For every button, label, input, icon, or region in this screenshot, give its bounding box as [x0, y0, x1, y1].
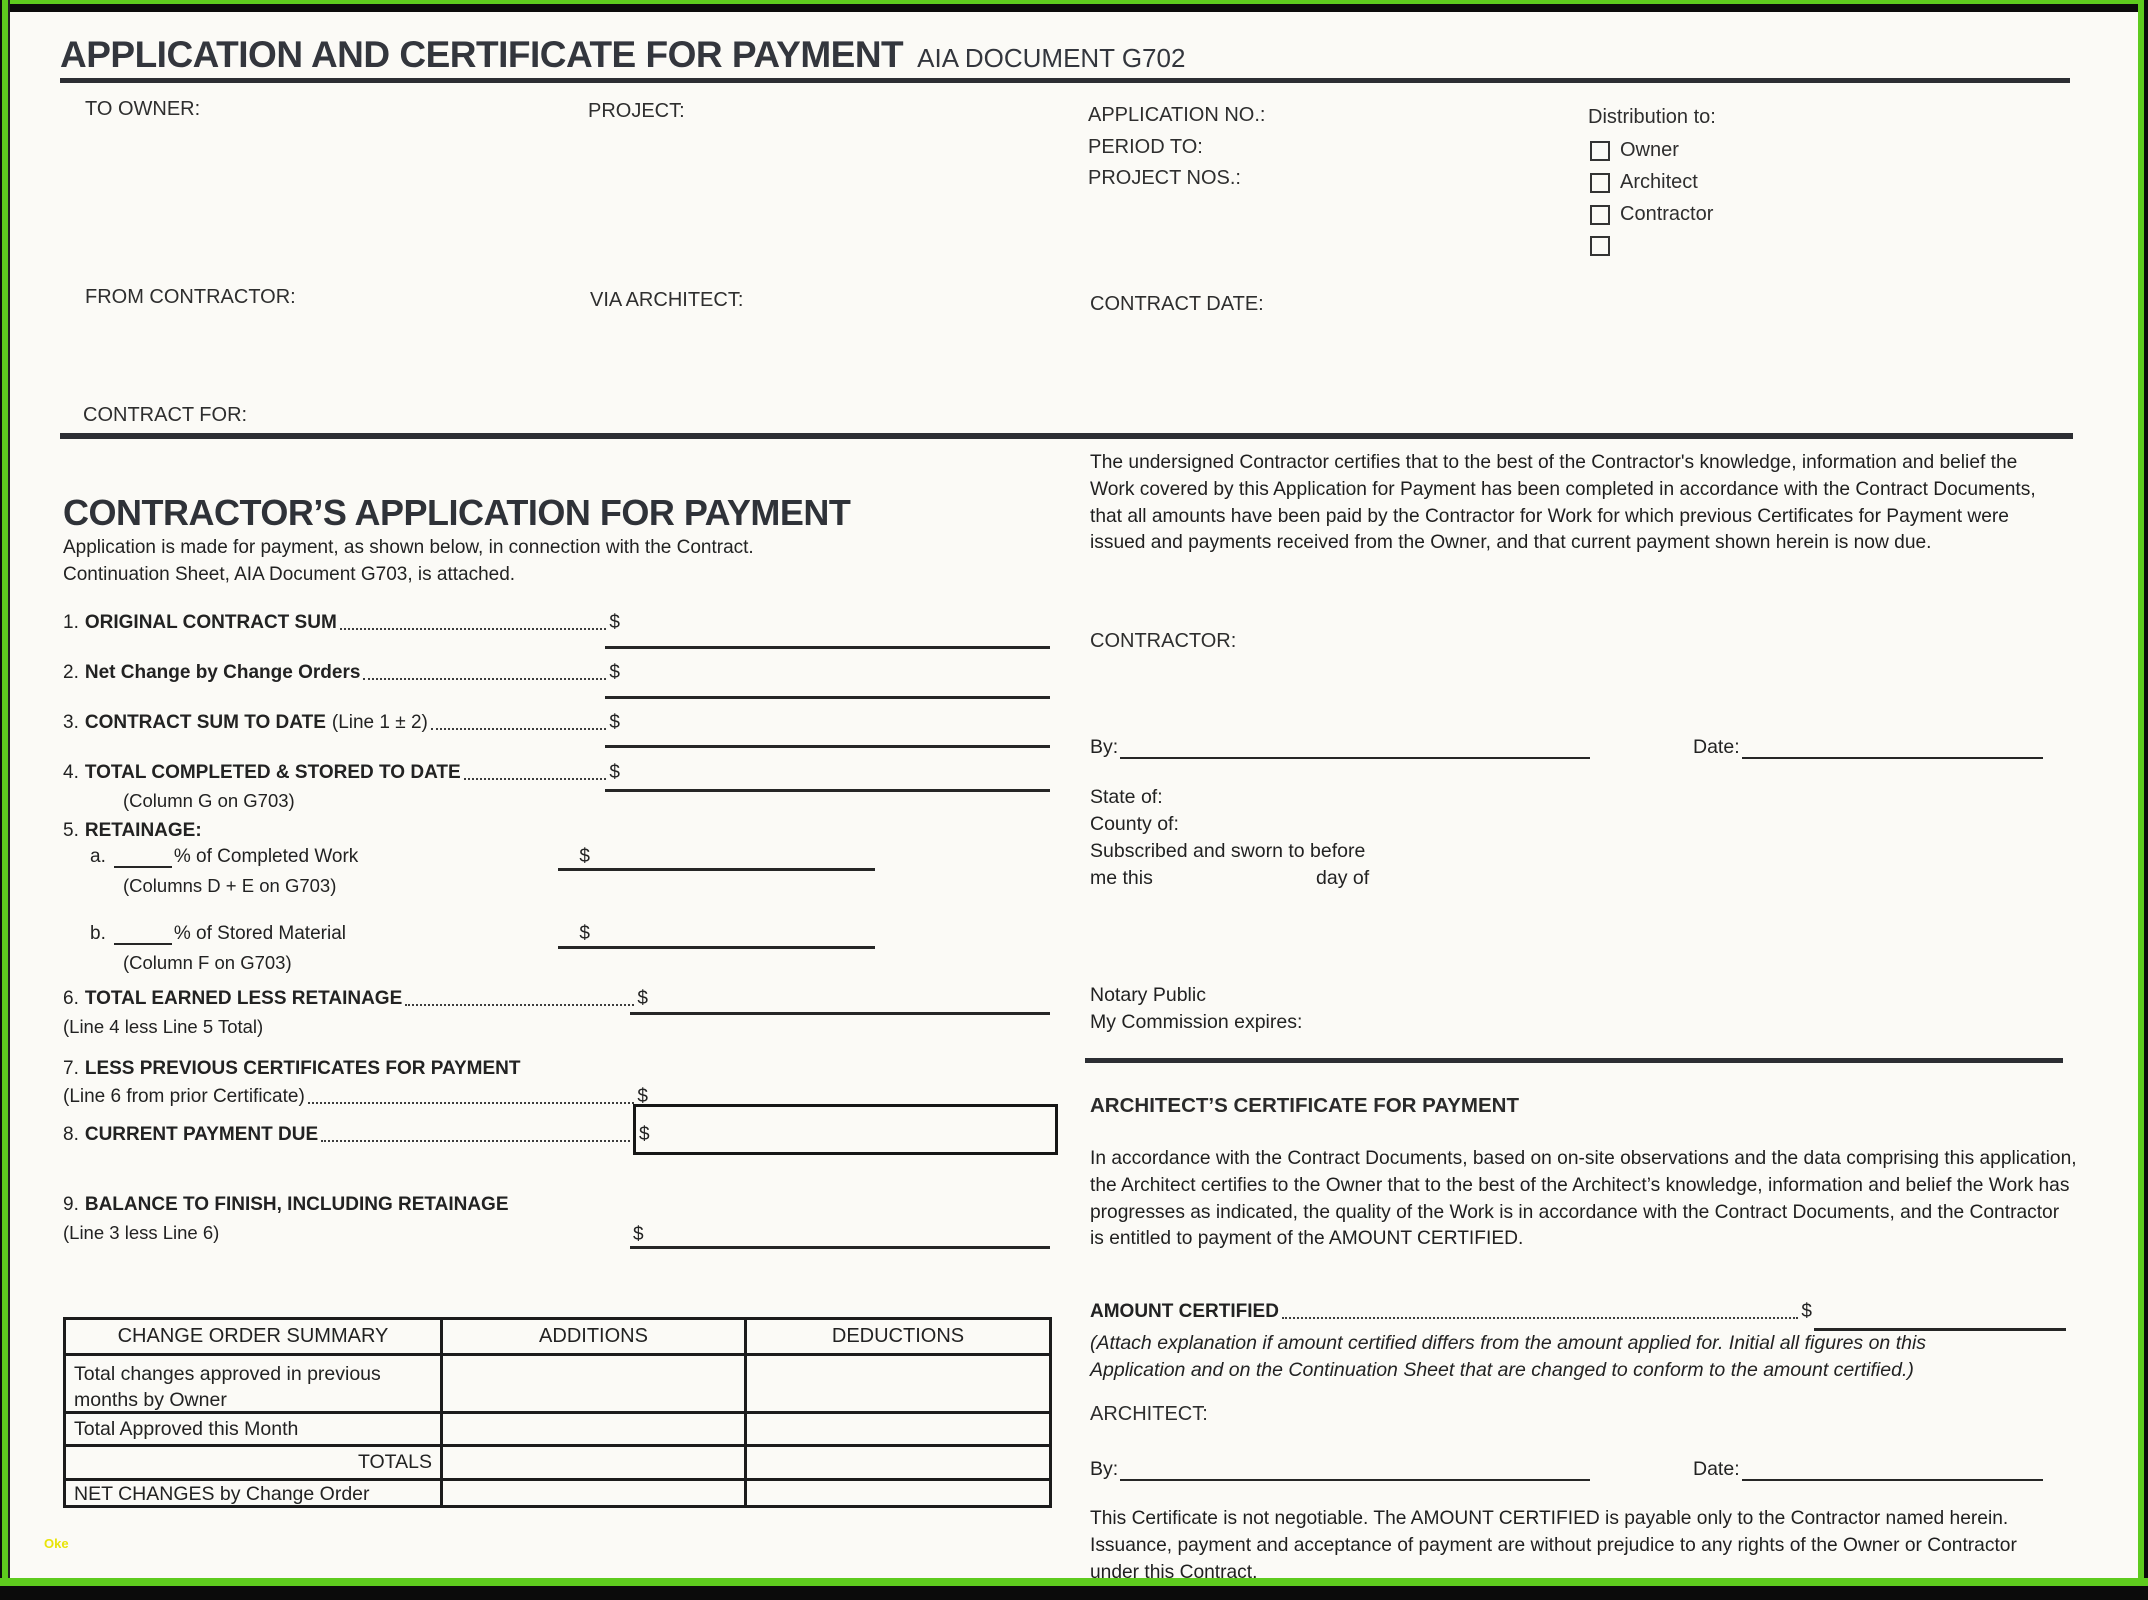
- distribution-option-contractor: [1590, 203, 1713, 226]
- contractor-checkbox[interactable]: [1590, 205, 1610, 225]
- item-5b-currency: $: [579, 923, 590, 944]
- architect-section-rule: [1085, 1058, 2063, 1063]
- contractor-by-row: [1090, 736, 1590, 759]
- item-2-amount-field[interactable]: [605, 696, 1050, 699]
- item-6-leader: [405, 1004, 634, 1006]
- item-5-number: 5.: [63, 820, 79, 841]
- border-left-line: [8, 0, 10, 1600]
- item-8-label: CURRENT PAYMENT DUE: [84, 1124, 319, 1145]
- item-4-amount-field[interactable]: [605, 789, 1050, 792]
- architect-checkbox-label: Architect: [1620, 171, 1698, 193]
- distribution-label: Distribution to:: [1588, 106, 1716, 128]
- line-item-6: [63, 988, 648, 1010]
- item-1-currency: $: [609, 612, 620, 633]
- architect-date-field[interactable]: [1742, 1458, 2043, 1481]
- table-row-this-month-label: Total Approved this Month: [66, 1414, 443, 1447]
- subscribed-line: Subscribed and sworn to before: [1090, 840, 1366, 862]
- line-item-5a: [90, 846, 590, 868]
- contractor-certification-paragraph: The undersigned Contractor certifies that to the best of the Contractor's knowledge, information and belief the Work covered by this Application for Payment has been completed in accordance with the Contract Documents, that all amounts have been paid by the Contractor for Work for which previous Certificates for Payment were issued and payments received from the Owner, and that current payment shown herein is now due.: [1090, 452, 2036, 554]
- commission-expires-label: My Commission expires:: [1090, 1011, 1303, 1033]
- table-cell-net-deductions[interactable]: [747, 1481, 1049, 1508]
- period-to-label: PERIOD TO:: [1088, 136, 1203, 158]
- architect-checkbox[interactable]: [1590, 173, 1610, 193]
- table-header-deductions: DEDUCTIONS: [747, 1320, 1049, 1356]
- item-4-number: 4.: [63, 762, 79, 783]
- item-2-number: 2.: [63, 662, 79, 683]
- item-7-number: 7.: [63, 1058, 79, 1079]
- item-4-currency: $: [609, 762, 620, 783]
- table-header-summary: CHANGE ORDER SUMMARY: [66, 1320, 443, 1356]
- architect-date-row: [1693, 1458, 2043, 1481]
- item-5-label: RETAINAGE:: [84, 820, 202, 841]
- line-item-7: [63, 1058, 521, 1080]
- item-6-amount-field[interactable]: [630, 1012, 1050, 1015]
- item-8-currency: $: [639, 1124, 650, 1145]
- item-6-subnote: (Line 4 less Line 5 Total): [63, 1016, 264, 1037]
- item-7-label: LESS PREVIOUS CERTIFICATES FOR PAYMENT: [84, 1058, 521, 1079]
- item-5a-amount-field[interactable]: [558, 868, 875, 871]
- retainage-b-percent-field[interactable]: [114, 927, 172, 945]
- table-header-additions: ADDITIONS: [443, 1320, 747, 1356]
- amount-certified-label: AMOUNT CERTIFIED: [1090, 1301, 1279, 1322]
- item-2-currency: $: [609, 662, 620, 683]
- line-item-3: [63, 712, 620, 734]
- line-item-4: [63, 762, 620, 784]
- contractor-by-label: By:: [1090, 736, 1119, 759]
- item-4-label: TOTAL COMPLETED & STORED TO DATE: [84, 762, 461, 783]
- item-5a-currency: $: [579, 846, 590, 867]
- contractor-application-title: CONTRACTOR’S APPLICATION FOR PAYMENT: [63, 492, 851, 533]
- architect-by-row: [1090, 1458, 1590, 1481]
- architect-label: ARCHITECT:: [1090, 1403, 1208, 1425]
- item-2-leader: [363, 678, 606, 680]
- contractor-date-row: [1693, 736, 2043, 759]
- architect-certification-paragraph: In accordance with the Contract Documents, based on on-site observations and the data comprising this application, the Architect certifies to the Owner that to the best of the Architect’s knowledge, information and belief the Work has progresses as indicated, the quality of the Work is in accordance with the Contract Documents, and the Contractor is entitled to payment of the AMOUNT CERTIFIED.: [1090, 1148, 2077, 1250]
- item-1-label: ORIGINAL CONTRACT SUM: [84, 612, 337, 633]
- item-3-label: CONTRACT SUM TO DATE: [84, 712, 326, 733]
- amount-certified-currency: $: [1801, 1301, 1812, 1322]
- item-4-subnote: (Column G on G703): [123, 790, 295, 811]
- item-9-currency: $: [633, 1224, 644, 1245]
- table-cell-totals-additions[interactable]: [443, 1447, 747, 1481]
- amount-certified-row: [1090, 1301, 1812, 1323]
- item-3-amount-field[interactable]: [605, 745, 1050, 748]
- document-reference: AIA DOCUMENT G702: [917, 43, 1186, 73]
- item-1-number: 1.: [63, 612, 79, 633]
- watermark-text: Oke: [44, 1536, 69, 1551]
- item-5b-subnote: (Column F on G703): [123, 952, 292, 973]
- county-of-label: County of:: [1090, 813, 1179, 835]
- project-nos-label: PROJECT NOS.:: [1088, 167, 1241, 189]
- item-7-leader: [308, 1102, 635, 1104]
- border-bottom-black: [0, 1586, 2148, 1600]
- attach-note-line-2: Application and on the Continuation Sheet that are changed to conform to the amount certified.): [1090, 1359, 1914, 1381]
- distribution-option-architect: [1590, 171, 1698, 194]
- retainage-a-percent-field[interactable]: [114, 850, 172, 868]
- contract-date-label: CONTRACT DATE:: [1090, 293, 1264, 315]
- day-of-label: day of: [1316, 867, 1370, 889]
- table-cell-month-deductions[interactable]: [747, 1414, 1049, 1447]
- table-row-net-changes-label: NET CHANGES by Change Order: [66, 1481, 443, 1508]
- current-payment-due-box[interactable]: [633, 1104, 1058, 1155]
- blank-checkbox[interactable]: [1590, 236, 1610, 256]
- item-8-leader: [321, 1140, 630, 1142]
- contractor-date-label: Date:: [1693, 736, 1740, 759]
- owner-checkbox-label: Owner: [1620, 139, 1679, 161]
- architect-certificate-title: ARCHITECT’S CERTIFICATE FOR PAYMENT: [1090, 1094, 1519, 1117]
- item-8-number: 8.: [63, 1124, 79, 1145]
- change-order-summary-table: [63, 1317, 1052, 1508]
- architect-date-label: Date:: [1693, 1458, 1740, 1481]
- item-3-note: (Line 1 ± 2): [331, 712, 428, 733]
- table-row-previous-months-label: Total changes approved in previous months by Owner: [66, 1356, 443, 1414]
- notary-public-label: Notary Public: [1090, 984, 1206, 1006]
- line-item-2: [63, 662, 620, 684]
- item-8-currency-wrap: [639, 1124, 650, 1146]
- item-2-label: Net Change by Change Orders: [84, 662, 361, 683]
- section-rule: [60, 433, 2073, 439]
- from-contractor-label: FROM CONTRACTOR:: [85, 286, 296, 308]
- item-5b-amount-field[interactable]: [558, 946, 875, 949]
- table-cell-net-additions[interactable]: [443, 1481, 747, 1508]
- contractor-by-signature-field[interactable]: [1120, 736, 1590, 759]
- contractor-label: CONTRACTOR:: [1090, 630, 1237, 652]
- architect-by-signature-field[interactable]: [1120, 1458, 1590, 1481]
- to-owner-label: TO OWNER:: [85, 98, 201, 120]
- contract-for-label: CONTRACT FOR:: [83, 404, 248, 426]
- item-3-leader: [431, 728, 607, 730]
- architect-by-label: By:: [1090, 1458, 1119, 1481]
- item-5a-number: a.: [90, 846, 106, 867]
- item-6-label: TOTAL EARNED LESS RETAINAGE: [84, 988, 403, 1009]
- item-3-currency: $: [609, 712, 620, 733]
- certificate-not-negotiable-paragraph: This Certificate is not negotiable. The AMOUNT CERTIFIED is payable only to the Contractor named herein. Issuance, payment and acceptance of payment are without prejudice to any rights of the Owner or Contractor under this Contract.: [1090, 1508, 2017, 1583]
- project-label: PROJECT:: [588, 100, 685, 122]
- item-5b-number: b.: [90, 923, 106, 944]
- item-5b-label: % of Stored Material: [173, 923, 346, 944]
- intro-line-2: Continuation Sheet, AIA Document G703, is attached.: [63, 564, 516, 585]
- line-item-8: [63, 1124, 633, 1146]
- line-item-7-sub: [63, 1086, 648, 1108]
- item-9-label: BALANCE TO FINISH, INCLUDING RETAINAGE: [84, 1194, 509, 1215]
- table-cell-previous-additions[interactable]: [443, 1356, 747, 1414]
- item-6-currency: $: [637, 988, 648, 1009]
- line-item-1: [63, 612, 620, 634]
- page-title: [60, 34, 1185, 76]
- item-4-leader: [464, 778, 607, 780]
- distribution-option-owner: [1590, 139, 1679, 162]
- table-cell-previous-deductions[interactable]: [747, 1356, 1049, 1414]
- owner-checkbox[interactable]: [1590, 141, 1610, 161]
- application-no-label: APPLICATION NO.:: [1088, 104, 1266, 126]
- item-5a-subnote: (Columns D + E on G703): [123, 875, 337, 896]
- form-title: APPLICATION AND CERTIFICATE FOR PAYMENT: [60, 34, 904, 75]
- line-item-9: [63, 1194, 509, 1216]
- border-right-black: [2144, 0, 2148, 1600]
- amount-certified-leader: [1282, 1317, 1798, 1319]
- amount-certified-field[interactable]: [1814, 1328, 2066, 1331]
- state-of-label: State of:: [1090, 786, 1163, 808]
- item-1-amount-field[interactable]: [605, 646, 1050, 649]
- via-architect-label: VIA ARCHITECT:: [590, 289, 744, 311]
- item-3-number: 3.: [63, 712, 79, 733]
- line-item-5: [63, 820, 202, 842]
- table-cell-month-additions[interactable]: [443, 1414, 747, 1447]
- item-1-leader: [340, 628, 607, 630]
- line-item-5b: [90, 923, 590, 945]
- attach-note-line-1: (Attach explanation if amount certified differs from the amount applied for. Initial all figures on this: [1090, 1332, 1927, 1354]
- table-row-totals-label: TOTALS: [66, 1447, 443, 1481]
- item-6-number: 6.: [63, 988, 79, 1009]
- distribution-option-blank: [1590, 236, 1620, 256]
- intro-line-1: Application is made for payment, as shown below, in connection with the Contract.: [63, 537, 754, 558]
- item-5a-label: % of Completed Work: [173, 846, 359, 867]
- item-9-amount-field[interactable]: [630, 1246, 1050, 1249]
- item-9-number: 9.: [63, 1194, 79, 1215]
- item-7-currency: $: [637, 1086, 648, 1107]
- title-rule: [60, 78, 2070, 83]
- border-top-black: [0, 4, 2148, 12]
- me-this-label: me this: [1090, 867, 1153, 889]
- item-7-subnote: (Line 6 from prior Certificate): [63, 1086, 305, 1107]
- contractor-date-field[interactable]: [1742, 736, 2043, 759]
- table-cell-totals-deductions[interactable]: [747, 1447, 1049, 1481]
- item-9-currency-wrap: [633, 1224, 644, 1246]
- contractor-checkbox-label: Contractor: [1620, 203, 1714, 225]
- item-9-subnote: (Line 3 less Line 6): [63, 1222, 220, 1243]
